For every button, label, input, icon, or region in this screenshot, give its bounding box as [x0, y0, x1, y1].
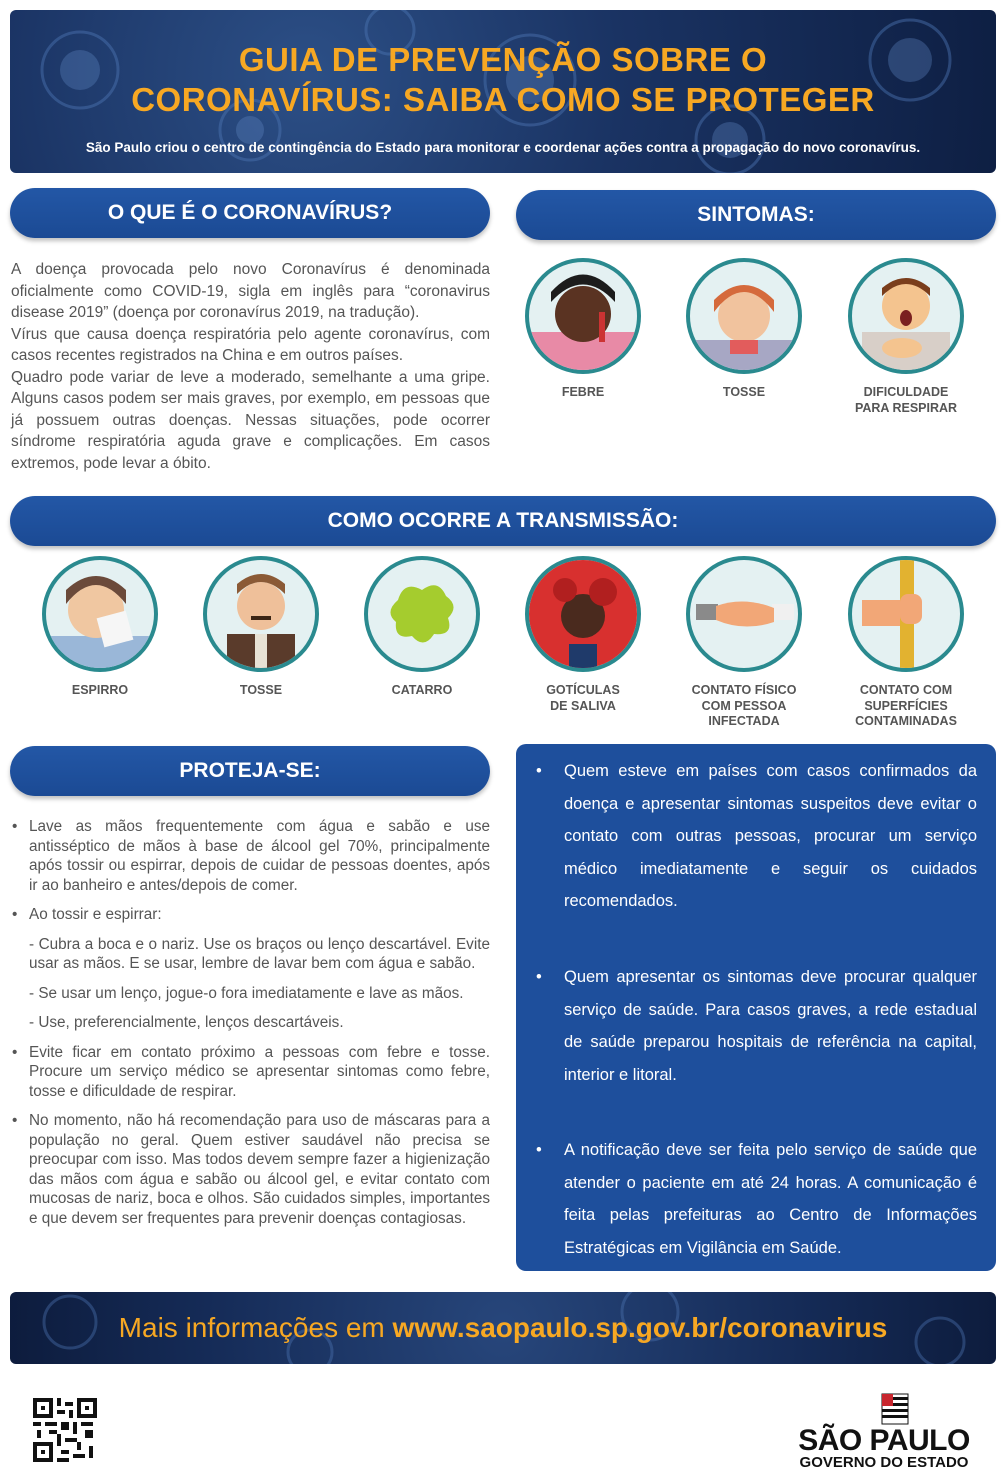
what-is-heading: O QUE É O CORONAVÍRUS? — [10, 188, 490, 238]
transmission-cough — [191, 556, 331, 699]
transmission-heading: COMO OCORRE A TRANSMISSÃO: — [10, 496, 996, 546]
recommendations-box — [516, 744, 996, 1271]
recommendation-item-2: • Quem apresentar os sintomas deve procurar qualquer serviço de saúde. Para casos graves, a rede estadual de saúde preparou hospitais de referência na capital, interior e litoral. — [536, 961, 977, 1091]
saliva-droplets-icon — [525, 556, 641, 672]
transmission-sneeze — [30, 556, 170, 699]
recommendation-item-1: • Quem esteve em países com casos confirmados da doença e apresentar sintomas suspeitos deve evitar o contato com outras pessoas, procurar um serviço médico imediatamente e seguir os cuidados recomendados. — [536, 755, 977, 918]
symptoms-heading: SINTOMAS: — [516, 190, 996, 240]
page-title-line-1: GUIA DE PREVENÇÃO SOBRE O — [238, 41, 768, 78]
transmission-sneeze-label: ESPIRRO — [71, 683, 129, 697]
symptom-cough — [674, 258, 814, 401]
logo-title: SÃO PAULO — [798, 1424, 970, 1457]
symptom-fever-label: FEBRE — [561, 385, 605, 399]
sneeze-icon — [42, 556, 158, 672]
protect-subitem-1: - Cubra a boca e o nariz. Use os braços ou lenço descartável. Evite usar as mãos. E se usar, lembre de lavar bem com água e sabão. — [29, 935, 490, 972]
footer-more-info-prefix: Mais informações em — [118, 1312, 393, 1343]
transmission-phlegm-label: CATARRO — [391, 683, 453, 697]
symptom-fever — [513, 258, 653, 401]
page-title — [10, 40, 996, 120]
transmission-contact-label-3: INFECTADA — [708, 714, 780, 728]
transmission-contact — [674, 556, 814, 730]
transmission-surfaces-label-1: CONTATO COM — [859, 683, 953, 697]
transmission-phlegm — [352, 556, 492, 699]
recommendation-item-3: • A notificação deve ser feita pelo serviço de saúde que atender o paciente em até 24 horas. A comunicação é feita pelas prefeituras ao Centro de Informações Estratégicas em Vigilância em Saúde. — [536, 1134, 977, 1264]
protect-item-3: • Evite ficar em contato próximo a pessoas com febre e tosse. Procure um serviço médico se apresentar sintomas como febre, tosse e dificuldade de respirar. — [12, 1043, 490, 1102]
qr-code — [33, 1398, 97, 1462]
what-is-paragraph-2: Vírus que causa doença respiratória pelo agente coronavírus, com casos recentes registrados na China e em outros países. — [11, 325, 490, 364]
transmission-contact-label-1: CONTATO FÍSICO — [691, 683, 797, 697]
page-subtitle: São Paulo criou o centro de contingência do Estado para monitorar e coordenar ações contra a propagação do novo coronavírus. — [85, 140, 921, 155]
transmission-cough-label: TOSSE — [239, 683, 283, 697]
transmission-saliva — [513, 556, 653, 714]
what-is-paragraph-1: A doença provocada pelo novo Coronavírus é denominada oficialmente como COVID-19, sigla em inglês para “coronavirus disease 2019” (doença por coronavírus 2019, na tradução). — [11, 261, 490, 321]
protect-item-2: • Ao tossir e espirrar: — [12, 905, 490, 925]
hand-on-pole-icon — [848, 556, 964, 672]
top-banner — [10, 10, 996, 173]
fever-icon — [525, 258, 641, 374]
logo-subtitle: GOVERNO DO ESTADO — [799, 1454, 969, 1471]
transmission-saliva-label-1: GOTÍCULAS — [546, 683, 620, 697]
state-flag-icon — [786, 1392, 982, 1428]
symptom-breathing — [836, 258, 976, 416]
protect-list — [12, 817, 490, 1238]
transmission-saliva-label-2: DE SALIVA — [550, 698, 616, 713]
protect-subitem-3: - Use, preferencialmente, lenços descartáveis. — [29, 1014, 344, 1031]
breathing-difficulty-icon — [848, 258, 964, 374]
what-is-paragraph-3: Quadro pode variar de leve a moderado, semelhante a uma gripe. Alguns casos podem ser mais graves, por exemplo, em pessoas que já possuem outras doenças. Nessas situações, pode ocorrer síndrome respiratória aguda grave e complicações. Em casos extremos, pode levar a óbito. — [11, 368, 490, 472]
page-title-line-2: CORONAVÍRUS: SAIBA COMO SE PROTEGER — [131, 81, 875, 118]
transmission-surfaces-label-2: SUPERFÍCIES — [864, 698, 948, 713]
handshake-icon — [686, 556, 802, 672]
footer-website-link[interactable]: www.saopaulo.sp.gov.br/coronavirus — [392, 1312, 888, 1343]
symptom-breathing-label-1: DIFICULDADE — [863, 385, 949, 399]
protect-item-1: • Lave as mãos frequentemente com água e sabão e use antisséptico de mãos à base de álcool gel 70%, principalmente após tossir ou espirrar, depois de cuidar de pessoas doentes, após ir ao banheiro e antes/depois de comer. — [12, 817, 490, 895]
symptom-breathing-label-2: PARA RESPIRAR — [854, 400, 958, 415]
transmission-surfaces-label-3: CONTAMINADAS — [855, 714, 957, 728]
transmission-surfaces — [836, 556, 976, 730]
transmission-contact-label-2: COM PESSOA — [701, 698, 787, 713]
footer-more-info — [10, 1312, 996, 1344]
cough-man-icon — [203, 556, 319, 672]
protect-subitem-2: - Se usar um lenço, jogue-o fora imediatamente e lave as mãos. — [29, 984, 464, 1002]
protect-item-4: • No momento, não há recomendação para uso de máscaras para a população no geral. Quem estiver saudável não precisa se preocupar com isso. Mas todos devem sempre fazer a higienização das mãos com água e sabão ou álcool gel, e evitar contato com mucosas de nariz, boca e olhos. São cuidados simples, importantes e que devem ser frequentes para prevenir doenças contagiosas. — [12, 1111, 490, 1228]
footer-banner — [10, 1292, 996, 1364]
protect-heading: PROTEJA-SE: — [10, 746, 490, 796]
what-is-text — [11, 259, 490, 474]
symptom-cough-label: TOSSE — [722, 385, 766, 399]
sao-paulo-government-logo — [786, 1392, 982, 1472]
phlegm-icon — [364, 556, 480, 672]
cough-icon — [686, 258, 802, 374]
